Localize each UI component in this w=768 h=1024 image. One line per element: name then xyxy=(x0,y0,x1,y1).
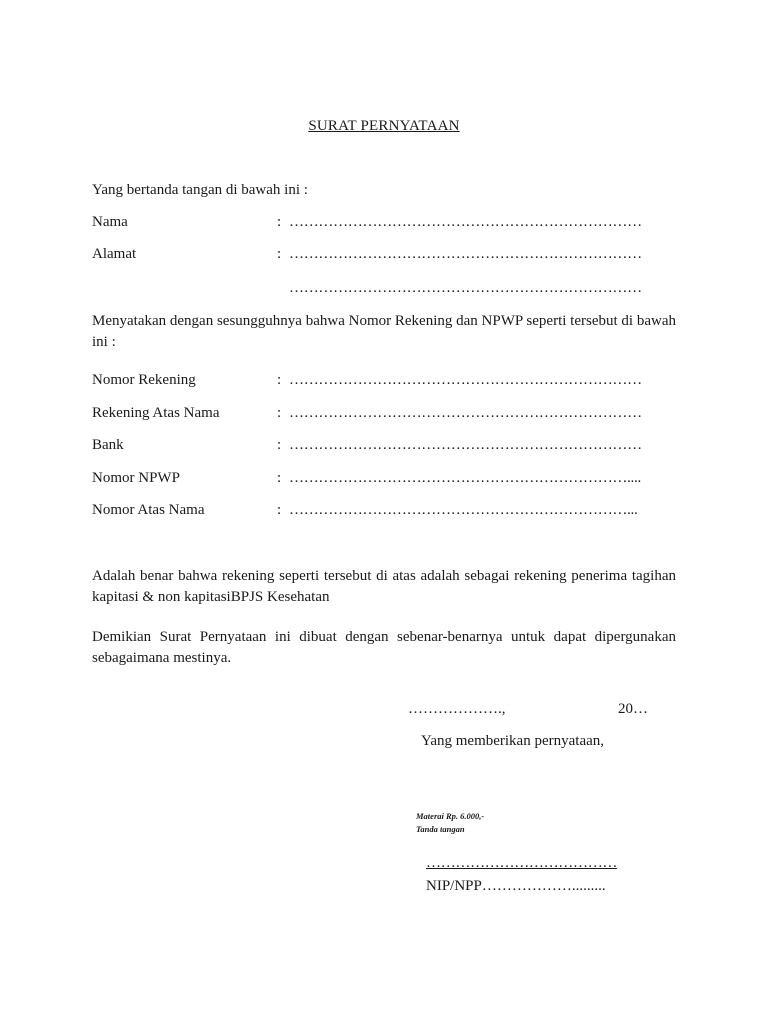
closing-paragraph: Demikian Surat Pernyataan ini dibuat dengan sebenar-benarnya untuk dapat dipergunakan sebagaimana mestinya. xyxy=(92,629,676,666)
field-colon: : xyxy=(277,246,282,262)
signer-name-line: ………………………………… xyxy=(426,855,618,871)
field-value: ……………………………………………………………… xyxy=(289,246,642,262)
field-label: Rekening Atas Nama xyxy=(92,405,220,421)
stamp-note: Materai Rp. 6.000,- xyxy=(416,811,485,821)
field-label: Nomor NPWP xyxy=(92,470,180,486)
address-continuation: ……………………………………………………………… xyxy=(289,280,642,296)
field-value: ……………………………………………………………… xyxy=(289,372,642,388)
field-colon: : xyxy=(277,470,282,486)
signature-place: ………………., xyxy=(408,701,506,717)
field-value: ……………………………………………………………... xyxy=(289,502,638,518)
field-label: Nomor Atas Nama xyxy=(92,502,205,518)
field-colon: : xyxy=(277,437,282,453)
statement-paragraph: Adalah benar bahwa rekening seperti tersebut di atas adalah sebagai rekening penerima tagihan kapitasi & non kapitasiBPJS Kesehatan xyxy=(92,568,676,605)
signer-label: Yang memberikan pernyataan, xyxy=(421,733,605,749)
field-colon: : xyxy=(277,405,282,421)
sign-note: Tanda tangan xyxy=(416,824,465,834)
field-label: Nomor Rekening xyxy=(92,372,196,388)
field-colon: : xyxy=(277,372,282,388)
document-title: SURAT PERNYATAAN xyxy=(308,118,460,134)
field-colon: : xyxy=(277,502,282,518)
declaration-paragraph: Menyatakan dengan sesungguhnya bahwa Nomor Rekening dan NPWP seperti tersebut di bawah ini : xyxy=(92,313,676,350)
field-colon: : xyxy=(277,214,282,230)
field-value: ……………………………………………………………… xyxy=(289,405,642,421)
field-value: …………………………………………………………….... xyxy=(289,470,641,486)
field-label: Nama xyxy=(92,214,128,230)
signature-year: 20… xyxy=(618,701,648,717)
field-value: ……………………………………………………………… xyxy=(289,437,642,453)
field-label: Bank xyxy=(92,437,124,453)
signer-nip: NIP/NPP………………......... xyxy=(426,878,606,894)
intro-text: Yang bertanda tangan di bawah ini : xyxy=(92,182,308,198)
field-label: Alamat xyxy=(92,246,137,262)
field-value: ……………………………………………………………… xyxy=(289,214,642,230)
